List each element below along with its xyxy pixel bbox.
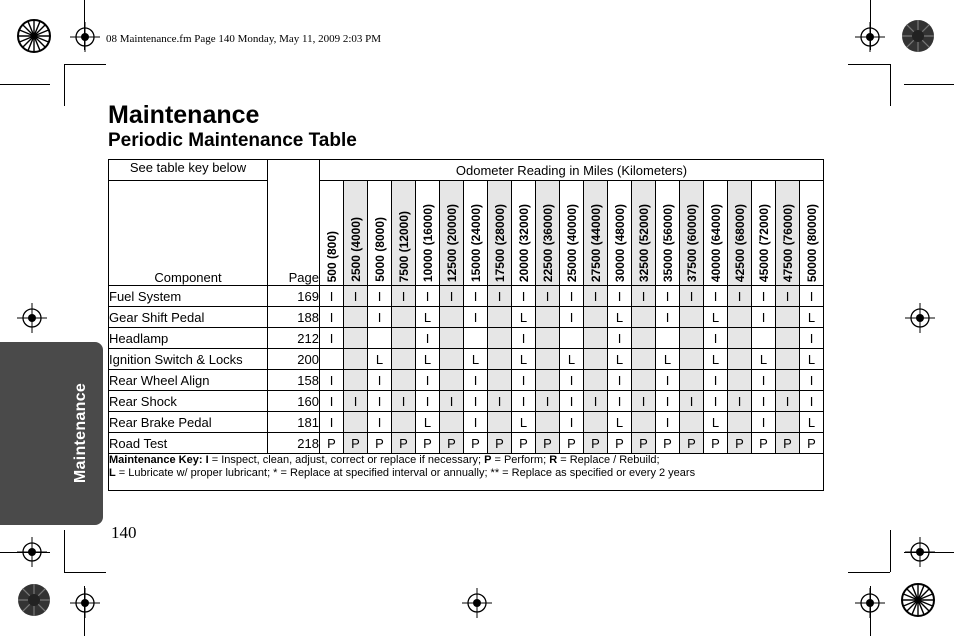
service-cell [392, 307, 416, 328]
page-number: 140 [111, 523, 137, 542]
mileage-label: 42500 (68000) [732, 203, 747, 282]
service-cell [488, 307, 512, 328]
service-cell: L [800, 307, 824, 328]
mileage-header [368, 181, 392, 286]
service-cell: I [800, 370, 824, 391]
component-page: 200 [268, 349, 320, 370]
service-cell [536, 349, 560, 370]
mileage-label: 35000 (56000) [660, 203, 675, 282]
mileage-label: 22500 (36000) [540, 203, 555, 282]
mileage-header [512, 181, 536, 286]
registration-crosshair-icon [17, 537, 47, 567]
service-cell [392, 328, 416, 349]
component-page: 169 [268, 286, 320, 307]
service-cell: I [392, 391, 416, 412]
service-cell: I [656, 412, 680, 433]
service-cell: I [464, 412, 488, 433]
starburst-target-icon [16, 18, 52, 54]
service-cell: I [560, 391, 584, 412]
service-cell: L [704, 412, 728, 433]
service-cell: I [512, 370, 536, 391]
component-name: Headlamp [109, 328, 268, 349]
service-cell [680, 349, 704, 370]
service-cell: I [608, 370, 632, 391]
service-cell: I [536, 391, 560, 412]
service-cell: I [344, 391, 368, 412]
key-symbol-l: L [109, 467, 116, 479]
service-cell [584, 412, 608, 433]
mileage-label: 37500 (60000) [684, 203, 699, 282]
service-cell: I [728, 391, 752, 412]
mileage-label: 20000 (32000) [516, 203, 531, 282]
service-cell: P [632, 433, 656, 454]
service-cell: P [752, 433, 776, 454]
starburst-target-icon [900, 582, 936, 618]
mileage-label: 40000 (64000) [708, 203, 723, 282]
service-cell: I [320, 370, 344, 391]
service-cell [752, 328, 776, 349]
mileage-header [656, 181, 680, 286]
service-cell [728, 370, 752, 391]
service-cell: P [488, 433, 512, 454]
component-name: Rear Brake Pedal [109, 412, 268, 433]
service-cell: I [800, 391, 824, 412]
mileage-header [752, 181, 776, 286]
service-cell [320, 349, 344, 370]
service-cell: I [680, 391, 704, 412]
service-cell: I [704, 286, 728, 307]
service-cell [728, 412, 752, 433]
service-cell [344, 307, 368, 328]
side-tab [0, 342, 103, 525]
mileage-header [320, 181, 344, 286]
mileage-label: 15000 (24000) [468, 203, 483, 282]
service-cell: I [320, 328, 344, 349]
mileage-header [704, 181, 728, 286]
mileage-label: 7500 (12000) [396, 210, 411, 282]
service-cell: I [560, 412, 584, 433]
service-cell [584, 370, 608, 391]
service-cell: I [488, 286, 512, 307]
service-cell: I [704, 370, 728, 391]
service-cell: L [752, 349, 776, 370]
service-cell: L [800, 412, 824, 433]
service-cell: I [392, 286, 416, 307]
service-cell: L [512, 349, 536, 370]
service-cell [728, 328, 752, 349]
mileage-label: 2500 (4000) [348, 217, 363, 282]
mileage-header [584, 181, 608, 286]
service-cell: I [512, 391, 536, 412]
page-title: Maintenance [108, 101, 260, 129]
table-row [109, 307, 824, 328]
service-cell: P [704, 433, 728, 454]
service-cell [440, 328, 464, 349]
service-cell [344, 412, 368, 433]
component-page: 181 [268, 412, 320, 433]
service-cell: I [752, 286, 776, 307]
service-cell: P [320, 433, 344, 454]
registration-crosshair-icon [17, 303, 47, 333]
service-cell: L [704, 307, 728, 328]
component-name: Rear Wheel Align [109, 370, 268, 391]
component-page: 160 [268, 391, 320, 412]
service-cell: I [584, 286, 608, 307]
service-cell: I [368, 286, 392, 307]
service-cell [536, 328, 560, 349]
odometer-header: Odometer Reading in Miles (Kilometers) [320, 160, 824, 181]
service-cell: L [416, 412, 440, 433]
service-cell: P [440, 433, 464, 454]
mileage-label: 5000 (8000) [372, 217, 387, 282]
service-cell: P [728, 433, 752, 454]
service-cell [344, 349, 368, 370]
service-cell [488, 370, 512, 391]
table-row [109, 370, 824, 391]
service-cell [440, 412, 464, 433]
service-cell: I [368, 370, 392, 391]
key-text-p: = Perform; [491, 454, 550, 466]
key-text-i: = Inspect, clean, adjust, correct or replace if necessary; [208, 454, 485, 466]
service-cell: P [344, 433, 368, 454]
service-cell: P [368, 433, 392, 454]
service-cell: I [632, 286, 656, 307]
service-cell [632, 307, 656, 328]
service-cell: P [392, 433, 416, 454]
service-cell: P [560, 433, 584, 454]
service-cell: P [680, 433, 704, 454]
registration-crosshair-icon [462, 588, 492, 618]
service-cell [392, 349, 416, 370]
table-row [109, 391, 824, 412]
side-tab-label: Maintenance [72, 382, 89, 484]
service-cell [392, 370, 416, 391]
service-cell: I [800, 286, 824, 307]
service-cell: I [752, 307, 776, 328]
service-cell: I [488, 391, 512, 412]
component-name: Fuel System [109, 286, 268, 307]
service-cell: I [464, 286, 488, 307]
service-cell [536, 412, 560, 433]
service-cell: I [416, 286, 440, 307]
service-cell: I [464, 307, 488, 328]
service-cell [776, 307, 800, 328]
starburst-target-icon [16, 582, 52, 618]
service-cell [440, 370, 464, 391]
service-cell: I [584, 391, 608, 412]
service-cell: L [656, 349, 680, 370]
service-cell: I [776, 286, 800, 307]
mileage-header [776, 181, 800, 286]
key-label: Maintenance Key: [109, 454, 203, 466]
component-page: 158 [268, 370, 320, 391]
service-cell: I [728, 286, 752, 307]
component-page: 218 [268, 433, 320, 454]
service-cell: P [656, 433, 680, 454]
mileage-header [464, 181, 488, 286]
service-cell: I [344, 286, 368, 307]
component-column-header: Component [109, 181, 268, 286]
service-cell [632, 370, 656, 391]
mileage-label: 50000 (80000) [804, 203, 819, 282]
service-cell: L [608, 307, 632, 328]
service-cell [584, 328, 608, 349]
component-page: 188 [268, 307, 320, 328]
service-cell: P [800, 433, 824, 454]
service-cell: L [608, 349, 632, 370]
service-cell: I [512, 328, 536, 349]
mileage-label: 30000 (48000) [612, 203, 627, 282]
service-cell: I [776, 391, 800, 412]
service-cell: I [704, 328, 728, 349]
service-cell [728, 307, 752, 328]
service-cell [344, 370, 368, 391]
print-header-line: 08 Maintenance.fm Page 140 Monday, May 11, 2009 2:03 PM [106, 33, 382, 45]
registration-crosshair-icon [70, 588, 100, 618]
service-cell: I [416, 391, 440, 412]
service-cell [776, 349, 800, 370]
service-cell: I [368, 412, 392, 433]
service-cell: I [320, 286, 344, 307]
service-cell [680, 328, 704, 349]
service-cell: L [608, 412, 632, 433]
service-cell: P [512, 433, 536, 454]
registration-crosshair-icon [855, 22, 885, 52]
service-cell: I [752, 370, 776, 391]
service-cell: L [512, 307, 536, 328]
service-cell [488, 328, 512, 349]
service-cell [368, 328, 392, 349]
service-cell [536, 370, 560, 391]
service-cell: I [608, 286, 632, 307]
service-cell: I [560, 307, 584, 328]
service-cell: P [536, 433, 560, 454]
component-name: Ignition Switch & Locks [109, 349, 268, 370]
service-cell [776, 370, 800, 391]
component-name: Rear Shock [109, 391, 268, 412]
service-cell: I [464, 370, 488, 391]
mileage-header [728, 181, 752, 286]
service-cell [728, 349, 752, 370]
service-cell [392, 412, 416, 433]
mileage-label: 27500 (44000) [588, 203, 603, 282]
service-cell: I [632, 391, 656, 412]
mileage-label: 47500 (76000) [780, 203, 795, 282]
service-cell: I [656, 391, 680, 412]
key-text-l: = Lubricate w/ proper lubricant; * = Replace at specified interval or annually; ** = Replace as specified or every 2 years [115, 467, 696, 479]
service-cell: I [608, 328, 632, 349]
service-cell: I [320, 307, 344, 328]
service-cell: I [440, 391, 464, 412]
service-cell [632, 349, 656, 370]
service-cell: L [800, 349, 824, 370]
table-row [109, 286, 824, 307]
starburst-target-icon [900, 18, 936, 54]
service-cell: I [440, 286, 464, 307]
service-cell: I [680, 286, 704, 307]
service-cell: L [368, 349, 392, 370]
mileage-header [800, 181, 824, 286]
service-cell [680, 307, 704, 328]
service-cell: I [416, 370, 440, 391]
mileage-header [416, 181, 440, 286]
service-cell: I [752, 412, 776, 433]
service-cell: I [608, 391, 632, 412]
service-cell [488, 349, 512, 370]
table-row [109, 328, 824, 349]
mileage-header [344, 181, 368, 286]
table-row [109, 412, 824, 433]
mileage-header [440, 181, 464, 286]
service-cell: P [464, 433, 488, 454]
mileage-header [608, 181, 632, 286]
component-page: 212 [268, 328, 320, 349]
service-cell [584, 307, 608, 328]
service-cell: I [536, 286, 560, 307]
service-cell [464, 328, 488, 349]
service-cell [680, 412, 704, 433]
service-cell: I [368, 307, 392, 328]
section-title: Periodic Maintenance Table [108, 130, 357, 151]
table-row [109, 433, 824, 454]
mileage-header [536, 181, 560, 286]
mileage-header [560, 181, 584, 286]
mileage-header [632, 181, 656, 286]
service-cell [560, 328, 584, 349]
maintenance-key [109, 454, 824, 491]
service-cell: I [464, 391, 488, 412]
maintenance-table [108, 159, 824, 491]
service-cell: I [800, 328, 824, 349]
service-cell: I [560, 286, 584, 307]
mileage-label: 12500 (20000) [444, 203, 459, 282]
service-cell: L [560, 349, 584, 370]
service-cell: I [560, 370, 584, 391]
service-cell [776, 328, 800, 349]
service-cell [632, 328, 656, 349]
mileage-label: 10000 (16000) [420, 203, 435, 282]
registration-crosshair-icon [905, 537, 935, 567]
service-cell: L [416, 349, 440, 370]
registration-crosshair-icon [905, 303, 935, 333]
service-cell: P [608, 433, 632, 454]
mileage-label: 500 (800) [324, 230, 339, 282]
service-cell [632, 412, 656, 433]
service-cell: I [656, 370, 680, 391]
key-symbol-p: P [484, 454, 492, 466]
service-cell [584, 349, 608, 370]
registration-crosshair-icon [70, 22, 100, 52]
service-cell: P [416, 433, 440, 454]
service-cell: L [464, 349, 488, 370]
service-cell: L [704, 349, 728, 370]
service-cell [488, 412, 512, 433]
mileage-header [392, 181, 416, 286]
service-cell: I [512, 286, 536, 307]
service-cell [680, 370, 704, 391]
page-column-header: Page [268, 160, 320, 286]
service-cell [440, 349, 464, 370]
service-cell: I [704, 391, 728, 412]
see-key-note: See table key below [109, 160, 268, 181]
service-cell: L [416, 307, 440, 328]
service-cell [536, 307, 560, 328]
registration-crosshair-icon [855, 588, 885, 618]
component-name: Gear Shift Pedal [109, 307, 268, 328]
key-symbol-i: I [205, 454, 209, 466]
table-row [109, 349, 824, 370]
service-cell [344, 328, 368, 349]
service-cell: I [368, 391, 392, 412]
mileage-label: 25000 (40000) [564, 203, 579, 282]
mileage-label: 45000 (72000) [756, 203, 771, 282]
service-cell [776, 412, 800, 433]
service-cell: P [776, 433, 800, 454]
key-symbol-r: R [549, 454, 558, 466]
mileage-header [680, 181, 704, 286]
service-cell: I [656, 286, 680, 307]
mileage-header [488, 181, 512, 286]
mileage-label: 32500 (52000) [636, 203, 651, 282]
service-cell: I [656, 307, 680, 328]
service-cell [440, 307, 464, 328]
component-name: Road Test [109, 433, 268, 454]
service-cell: I [752, 391, 776, 412]
service-cell: I [320, 391, 344, 412]
service-cell: I [320, 412, 344, 433]
service-cell: I [416, 328, 440, 349]
service-cell: P [584, 433, 608, 454]
key-text-r: = Replace / Rebuild; [557, 454, 660, 466]
service-cell: L [512, 412, 536, 433]
mileage-label: 17500 (28000) [492, 203, 507, 282]
service-cell [656, 328, 680, 349]
